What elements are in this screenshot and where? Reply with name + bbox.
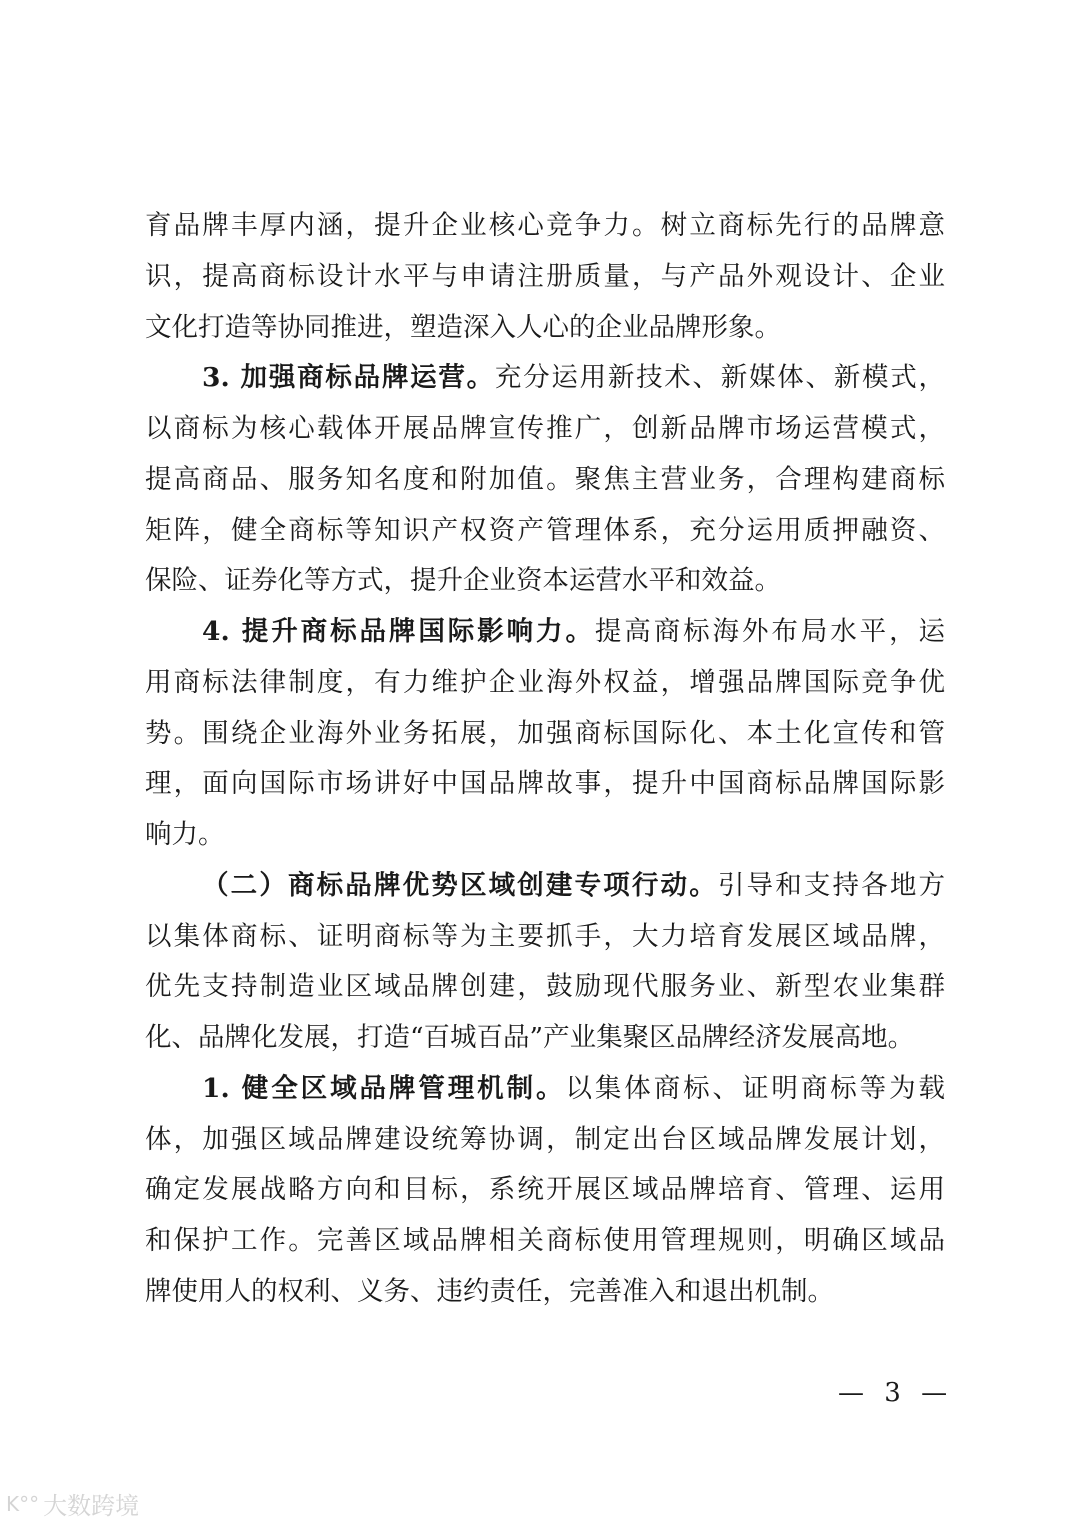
body-text: 引导和支持各地方 [717,869,946,901]
body-text: 保险、证券化等方式，提升企业资本运营水平和效益。 [145,565,781,597]
text-line [145,861,945,912]
paragraph [145,1064,945,1318]
paragraph [145,201,945,353]
body-text: 识，提高商标设计水平与申请注册质量，与产品外观设计、企业 [145,260,945,292]
section-heading: 1. 健全区域品牌管理机制。 [202,1072,566,1104]
body-text: 以商标为核心载体开展品牌宣传推广，创新品牌市场运营模式， [145,413,945,444]
text-line [145,1165,945,1216]
text-line [145,607,945,658]
text-line [145,404,945,455]
body-text: 提高商标海外布局水平，运 [594,616,946,647]
body-text: 确定发展战略方向和目标，系统开展区域品牌培育、管理、运用 [145,1174,945,1206]
body-text: 牌使用人的权利、义务、违约责任，完善准入和退出机制。 [145,1275,834,1307]
section-heading: （二）商标品牌优势区域创建专项行动。 [202,869,718,901]
text-line [145,810,945,861]
watermark [6,1486,139,1521]
text-line [145,709,945,760]
body-text: 响力。 [145,819,225,850]
text-line [145,759,945,810]
body-text: 优先支持制造业区域品牌创建，鼓励现代服务业、新型农业集群 [145,971,945,1003]
text-line [145,962,945,1013]
watermark-logo-icon: K°° [6,1491,40,1516]
body-text: 矩阵，健全商标等知识产权资产管理体系，充分运用质押融资、 [145,514,945,546]
body-text: 文化打造等协同推进，塑造深入人心的企业品牌形象。 [145,311,781,343]
paragraph [145,607,945,861]
body-text: 和保护工作。完善区域品牌相关商标使用管理规则，明确区域品 [145,1225,945,1256]
body-text: 理，面向国际市场讲好中国品牌故事，提升中国商标品牌国际影 [145,768,945,800]
document-body [145,201,945,1318]
body-text: 化、品牌化发展，打造“百城百品”产业集聚区品牌经济发展高地。 [145,1022,915,1053]
text-line [145,1267,945,1318]
text-line [145,658,945,709]
body-text: 用商标法律制度，有力维护企业海外权益，增强品牌国际竞争优 [145,666,945,698]
body-text: 以集体商标、证明商标等为载 [565,1072,946,1104]
text-line [145,1013,945,1064]
text-line [145,455,945,506]
text-line [145,1216,945,1267]
paragraph [145,861,945,1064]
text-line [145,1064,945,1115]
section-heading: 4. 提升商标品牌国际影响力。 [202,616,595,647]
page-number: — 3 — [838,1378,954,1408]
text-line [145,506,945,557]
watermark-text: 大数跨境 [43,1492,140,1520]
body-text: 充分运用新技术、新媒体、新模式， [494,362,946,394]
text-line [145,252,945,303]
body-text: 育品牌丰厚内涵，提升企业核心竞争力。树立商标先行的品牌意 [145,210,945,241]
section-heading: 3. 加强商标品牌运营。 [202,362,495,394]
text-line [145,303,945,354]
text-line [145,201,945,252]
paragraph [145,353,945,607]
body-text: 提高商品、服务知名度和附加值。聚焦主营业务，合理构建商标 [145,463,945,495]
text-line [145,912,945,963]
text-line [145,353,945,404]
body-text: 势。围绕企业海外业务拓展，加强商标国际化、本土化宣传和管 [145,717,945,749]
body-text: 以集体商标、证明商标等为主要抓手，大力培育发展区域品牌， [145,920,945,952]
body-text: 体，加强区域品牌建设统筹协调，制定出台区域品牌发展计划， [145,1123,945,1155]
text-line [145,1115,945,1166]
text-line [145,556,945,607]
